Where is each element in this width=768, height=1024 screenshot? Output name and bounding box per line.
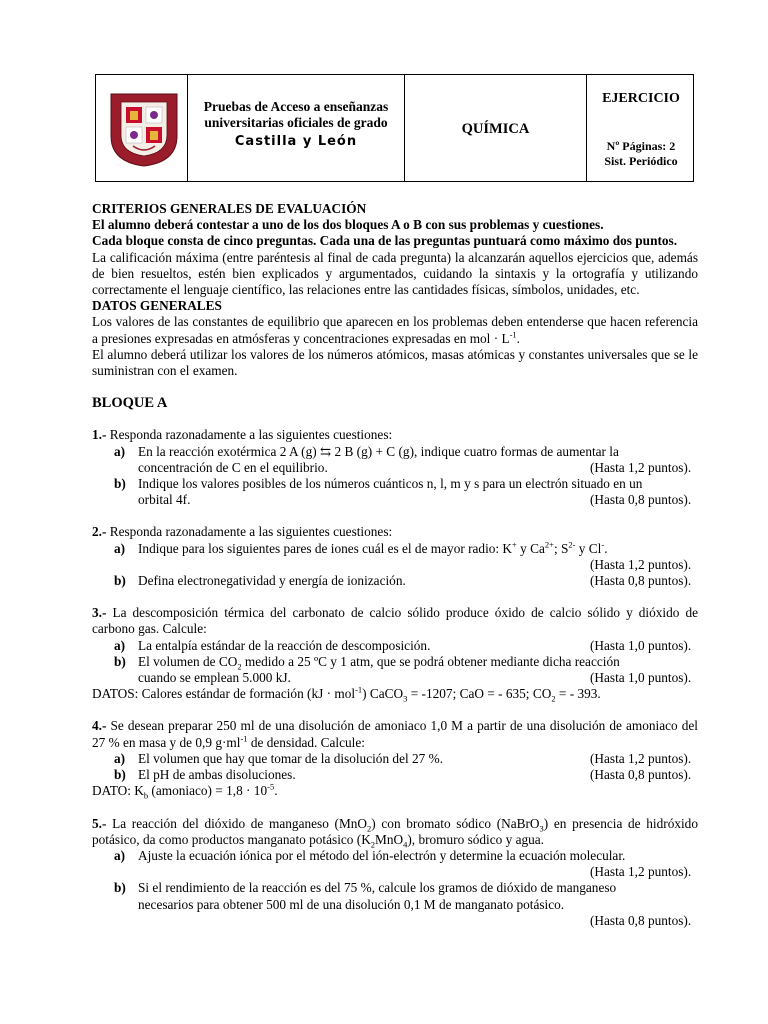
general-data-text-2: El alumno deberá utilizar los valores de los números atómicos, masas atómicas y constantes universales que se le suministran con el examen.: [92, 346, 698, 379]
question-2-part-b: b) Defina electronegatividad y energía de ionización. (Hasta 0,8 puntos).: [92, 573, 698, 589]
points-label: (Hasta 1,2 puntos).: [590, 750, 692, 766]
university-seal-logo: [109, 92, 179, 168]
question-3-data: DATOS: Calores estándar de formación (kJ · mol$^{-1}$) CaCO$_3$ = -1207; CaO = - 635; $CO_2$ = - 393.: [92, 684, 601, 704]
page-info: [587, 139, 695, 169]
points-label: (Hasta 0,8 puntos).: [590, 912, 692, 928]
points-label: (Hasta 0,8 puntos).: [590, 573, 692, 589]
points-label: (Hasta 1,2 puntos).: [590, 864, 692, 880]
criteria-rule-2: Cada bloque consta de cinco preguntas. Cada una de las preguntas puntuará como máximo dos puntos.: [92, 233, 678, 249]
question-5: [92, 816, 698, 929]
institution-title: [188, 99, 404, 150]
question-3-part-b: b) El volumen de $CO_2$ medido a 25 ºC y 1 atm, que se podrá obtener mediante dicha reacción cuando se emplean 5.000 kJ. (Hasta 1,0 puntos).: [92, 654, 698, 686]
periodic-table-note: Sist. Periódico: [604, 154, 678, 168]
exercise-label: EJERCICIO: [602, 91, 680, 106]
block-title: BLOQUE A: [92, 395, 168, 412]
institution-line-2: universitarias oficiales de grado: [204, 115, 388, 130]
subject-title: QUÍMICA: [461, 121, 530, 137]
question-number: 4.-: [92, 718, 107, 734]
general-data-title: DATOS GENERALES: [92, 298, 222, 314]
general-data-text-1: Los valores de las constantes de equilibrio que aparecen en los problemas deben entenderse que hacen referencia a presiones expresadas en atmósferas y concentraciones expresadas en mol · $L^{-1}$.: [92, 314, 698, 346]
question-2: [92, 524, 698, 589]
points-label: (Hasta 1,0 puntos).: [590, 670, 692, 686]
question-2-part-a: a) Indique para los siguientes pares de iones cuál es el de mayor radio: K+ y $Ca^{2+}$; $S^{2-}$ y Cl-. (Hasta 1,2 puntos).: [92, 541, 698, 573]
question-stem: La reacción del dióxido de manganeso (MnO$_2$) con bromato sódico (NaBrO$_3$) en presencia de hidróxido potásico, da como productos manganato potásico $(K_2MnO_4)$, bromuro sódico y agua.: [92, 815, 698, 850]
question-4-data: DATO: $K_b$ (amoniaco) = $1,8 \cdot 10^{-5}$.: [92, 781, 278, 801]
question-number: 2.-: [92, 524, 107, 540]
question-number: 3.-: [92, 605, 107, 621]
points-label: (Hasta 1,2 puntos).: [590, 459, 692, 475]
question-stem: Responda razonadamente a las siguientes cuestiones:: [106, 427, 393, 443]
page-count: Nº Páginas: 2: [606, 139, 676, 153]
criteria-text: La calificación máxima (entre paréntesis al final de cada pregunta) la alcanzarán aquellos ejercicios que, además de bien resueltos, estén bien explicados y argumentados, cuidando la sintaxis y la ortografía y utilizando correctamente el lenguaje científico, las relaciones entre las cantidades físicas, símbolos, unidades, etc.: [92, 249, 698, 298]
question-5-part-a: a) Ajuste la ecuación iónica por el método del ión-electrón y determine la ecuación molecular. (Hasta 1,2 puntos).: [92, 848, 698, 880]
question-1-part-b: b) Indique los valores posibles de los números cuánticos n, l, m y s para un electrón situado en un orbital 4f. (Hasta 0,8 puntos).: [92, 476, 698, 508]
region-name: Castilla y León: [234, 134, 358, 149]
question-3-part-a: a) La entalpía estándar de la reacción de descomposición. (Hasta 1,0 puntos).: [92, 638, 698, 654]
question-stem: La descomposición térmica del carbonato de calcio sólido produce óxido de calcio sólido y dióxido de carbono gas. Calcule:: [92, 605, 698, 637]
question-5-part-b: b) Si el rendimiento de la reacción es del 75 %, calcule los gramos de dióxido de manganeso necesarios para obtener 500 ml de una disolución 0,1 M de manganato potásico. (Hasta 0,8 puntos).: [92, 880, 698, 929]
points-label: (Hasta 1,2 puntos).: [590, 556, 692, 572]
question-number: 1.-: [92, 427, 107, 443]
question-stem: Se desean preparar 250 ml de una disolución de amoniaco 1,0 M a partir de una disolución de amoniaco del 27 % en masa y de 0,9 $g\cdot ml^{-1}$ de densidad. Calcule:: [92, 718, 698, 750]
institution-line-1: Pruebas de Acceso a enseñanzas: [203, 99, 389, 114]
criteria-title: CRITERIOS GENERALES DE EVALUACIÓN: [92, 201, 367, 216]
question-1-part-a: a) En la reacción exotérmica 2 A (g) ⇆ 2 B (g) + C (g), indique cuatro formas de aumentar la concentración de C en el equilibrio. (Hasta 1,2 puntos).: [92, 444, 698, 476]
question-4-part-a: a) El volumen que hay que tomar de la disolución del 27 %. (Hasta 1,2 puntos).: [92, 751, 698, 767]
exam-header: [95, 74, 694, 182]
question-number: 5.-: [92, 815, 107, 831]
question-3: [92, 605, 698, 702]
criteria-rule-1: El alumno deberá contestar a uno de los dos bloques A o B con sus problemas y cuestiones.: [92, 217, 604, 233]
points-label: (Hasta 1,0 puntos).: [590, 637, 692, 653]
points-label: (Hasta 0,8 puntos).: [590, 492, 692, 508]
exam-content: [92, 201, 698, 929]
points-label: (Hasta 0,8 puntos).: [590, 767, 692, 783]
question-stem: Responda razonadamente a las siguientes cuestiones:: [106, 524, 393, 540]
question-4: [92, 718, 698, 799]
question-4-part-b: b) El pH de ambas disoluciones. (Hasta 0,8 puntos).: [92, 767, 698, 783]
question-1: [92, 427, 698, 508]
